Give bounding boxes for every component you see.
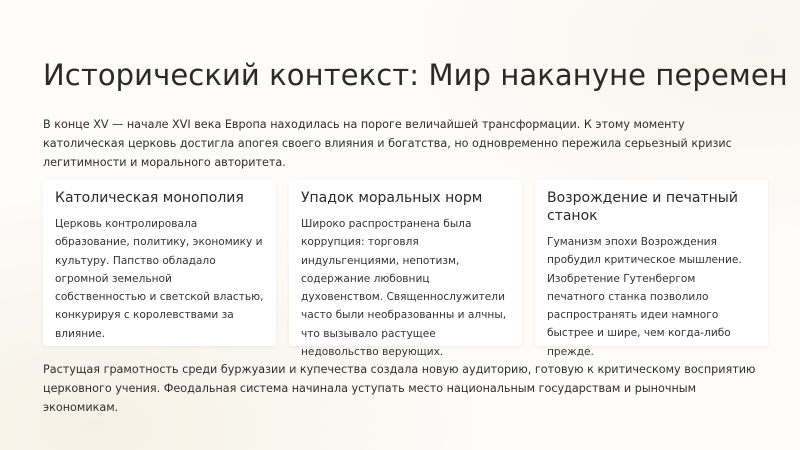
card-title: Возрождение и печатный станок (547, 190, 738, 224)
outro-paragraph: Растущая грамотность среди буржуазии и купечества создала новую аудиторию, готовую к критическому восприятию церковного учения. Феодальная система начинала уступать место национальным государствам и рыночным экономикам. (43, 363, 756, 414)
slide-title: Исторический контекст: Мир накануне перемен (43, 58, 788, 92)
card-text: Церковь контролировала образование, политику, экономику и культуру. Папство обладало огромной земельной собственностью и светской властью, конкурируя с королевствами за влияние. (55, 218, 264, 340)
card-catholic-monopoly (43, 180, 276, 346)
cards-row (43, 180, 768, 359)
card-text: Гуманизм эпохи Возрождения пробудил критическое мышление. Изобретение Гутенбергом печатного станка позволило распространять идеи намного быстрее и шире, чем когда-либо прежде. (547, 236, 742, 358)
card-title: Упадок моральных норм (301, 190, 483, 206)
intro-paragraph: В конце XV — начале XVI века Европа находилась на пороге величайшей трансформации. К этому моменту католическая церковь достигла апогея своего влияния и богатства, но одновременно пережила серьезный кризис легитимности и морального авторитета. (43, 118, 732, 169)
card-title: Католическая монополия (55, 190, 244, 206)
card-moral-decline (289, 180, 522, 359)
card-renaissance-printing (535, 180, 768, 358)
card-text: Широко распространена была коррупция: торговля индульгенциями, непотизм, содержание любовниц духовенством. Священнослужители часто были необразованны и алчны, что вызывало растущее недовольство верующих. (301, 218, 507, 359)
